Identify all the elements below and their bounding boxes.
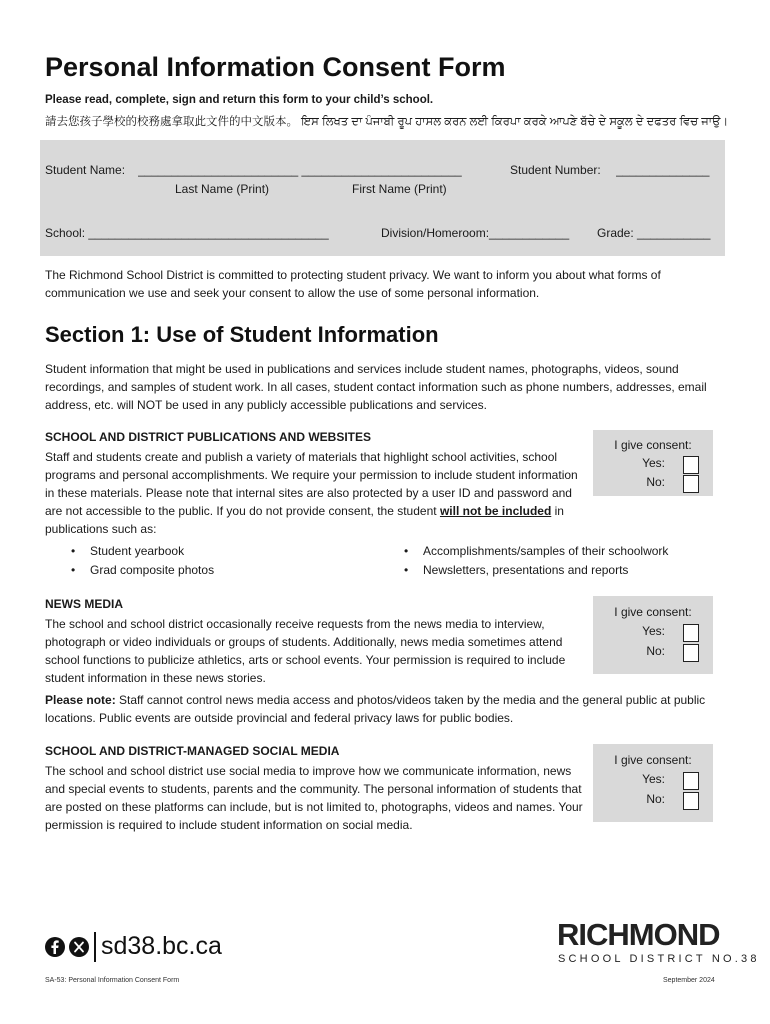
intro-paragraph: The Richmond School District is committed to protecting student privacy. We want to inform you about what forms of communication we use and seek your consent to allow the use of some personal information. — [45, 268, 661, 300]
publications-no-checkbox[interactable] — [683, 475, 699, 493]
news-media-note — [45, 691, 725, 727]
instructions: Please read, complete, sign and return this form to your child’s school. — [45, 94, 434, 106]
bullet-yearbook: • Student yearbook — [90, 544, 184, 558]
student-number-label: Student Number: — [510, 163, 601, 177]
x-twitter-icon[interactable] — [69, 937, 89, 957]
section-1-title: Section 1: Use of Student Information — [45, 322, 439, 347]
publications-heading: SCHOOL AND DISTRICT PUBLICATIONS AND WEBSITES — [45, 430, 372, 444]
publications-emphasis: will not be included — [439, 504, 552, 518]
website-link[interactable]: sd38.bc.ca — [101, 932, 222, 960]
student-name-field[interactable]: ________________________ ________________________ — [138, 163, 462, 177]
social-media-consent-box — [593, 744, 713, 822]
division-field[interactable]: Division/Homeroom:____________ — [381, 226, 570, 240]
consent-label: I give consent: — [614, 438, 692, 452]
district-logo-name: RICHMOND — [557, 917, 720, 952]
news-media-body: The school and school district occasionally receive requests from the news media to interview, photograph or video individuals or groups of students. Additionally, news media sometimes attend school functions to publicize athletics, arts or school events. Your permission is required to include student information in these news stories. — [45, 617, 566, 685]
news-media-yes-checkbox[interactable] — [683, 624, 699, 642]
form-code: SA-53: Personal Information Consent Form — [45, 977, 180, 984]
last-name-hint: Last Name (Print) — [175, 182, 270, 196]
no-label: No: — [646, 792, 665, 806]
yes-label: Yes: — [642, 772, 665, 786]
social-media-heading: SCHOOL AND DISTRICT-MANAGED SOCIAL MEDIA — [45, 744, 340, 758]
news-media-heading: NEWS MEDIA — [45, 597, 123, 611]
no-label: No: — [646, 475, 665, 489]
bullet-newsletters: • Newsletters, presentations and reports — [423, 563, 628, 577]
consent-label: I give consent: — [614, 753, 692, 767]
publications-consent-box — [593, 430, 713, 496]
news-media-consent-box — [593, 596, 713, 674]
social-media-no-checkbox[interactable] — [683, 792, 699, 810]
publications-body — [45, 448, 590, 538]
social-media-body: The school and school district use social media to improve how we communicate information, news and special events to students, parents and the community. The personal information of students that are posted on these platforms can include, but is not limited to, photographs, videos and names. Your permission is required to include student information on social media. — [45, 764, 583, 832]
consent-label: I give consent: — [614, 605, 692, 619]
publications-body-text: Staff and students create and publish a variety of materials that highlight school activities, school programs and personal accomplishments. We require your permission to include student information in these materials. Please note that internal sites are also protected by a user ID and password and are not accessible to the public. If you do not provide consent, the student — [45, 450, 578, 518]
no-label: No: — [646, 644, 665, 658]
page-title: Personal Information Consent Form — [45, 52, 506, 82]
student-name-label: Student Name: — [45, 163, 126, 177]
section-1-intro: Student information that might be used in publications and services include student names, photographs, videos, sound recordings, and samples of student work. In all cases, student contact information such as phone numbers, addresses, email address, etc. will NOT be used in any publicly accessible publications and services. — [45, 362, 707, 412]
yes-label: Yes: — [642, 456, 665, 470]
publications-yes-checkbox[interactable] — [683, 456, 699, 474]
footer-divider — [94, 932, 96, 962]
grade-field[interactable]: Grade: ___________ — [597, 226, 711, 240]
bullet-grad-photos: • Grad composite photos — [90, 563, 214, 577]
news-media-no-checkbox[interactable] — [683, 644, 699, 662]
school-field[interactable]: School: ____________________________________ — [45, 226, 329, 240]
social-media-yes-checkbox[interactable] — [683, 772, 699, 790]
bullet-accomplishments: • Accomplishments/samples of their schoolwork — [423, 544, 668, 558]
facebook-icon[interactable] — [45, 937, 65, 957]
form-date: September 2024 — [663, 977, 715, 984]
translation-note: 請去您孩子學校的校務處拿取此文件的中文版本。 ਇਸ ਲਿਖਤ ਦਾ ਪੰਜਾਬੀ ਰੂਪ ਹਾਸਲ ਕਰਨ ਲਈ ਕਿਰਪਾ ਕਰਕੇ ਆਪਣੇ ਬੱਚੇ ਦੇ ਸਕੂਲ ਦੇ ਦਫਤਰ ਵਿਚ ਜਾਉ। — [45, 116, 729, 128]
note-body: Staff cannot control news media access and photos/videos taken by the media and the general public at public locations. Public events are outside provincial and federal privacy laws for public bodies. — [45, 693, 706, 725]
district-logo-subtitle: SCHOOL DISTRICT NO.38 — [558, 953, 760, 965]
yes-label: Yes: — [642, 624, 665, 638]
student-number-field[interactable]: ______________ — [616, 163, 710, 177]
note-label: Please note: — [45, 693, 116, 707]
publications-body-end: in publications such as: — [45, 504, 564, 536]
first-name-hint: First Name (Print) — [352, 182, 447, 196]
